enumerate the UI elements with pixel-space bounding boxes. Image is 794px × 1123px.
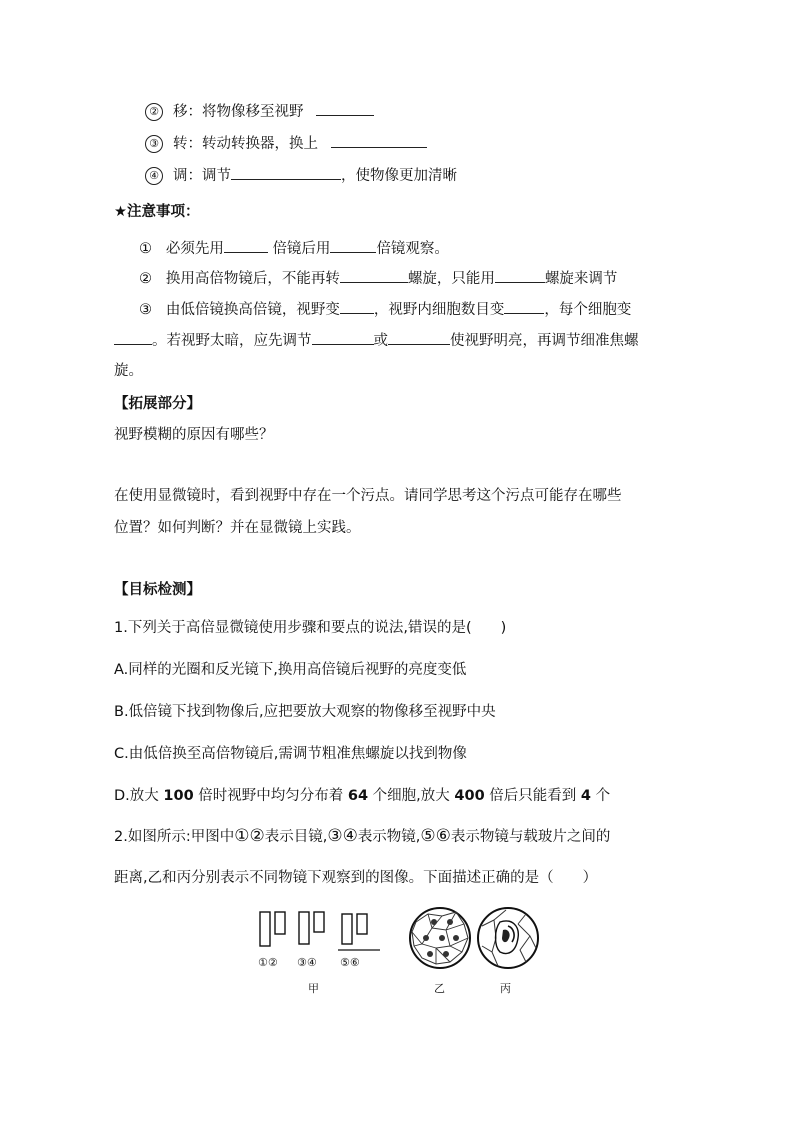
- q1-d-400: 400: [454, 788, 485, 804]
- ext-question-2-line1: 在使用显微镜时，看到视野中存在一个污点。请同学思考这个污点可能存在哪些: [114, 488, 622, 504]
- blank: [316, 101, 374, 116]
- step-3-text: 转：转动转换器，换上: [173, 136, 318, 152]
- note-2: [139, 268, 617, 289]
- label-56: ⑤⑥: [340, 956, 360, 969]
- q1-d-d: 倍后只能看到: [484, 788, 581, 804]
- note-2-c: 螺旋来调节: [544, 271, 618, 287]
- note-3b-b: 或: [373, 333, 388, 349]
- label-yi: 乙: [434, 982, 445, 995]
- note-1-a: 必须先用: [165, 241, 224, 257]
- note-3-end: 旋。: [114, 363, 143, 379]
- label-34: ③④: [297, 956, 317, 969]
- note-3-number: ③: [139, 302, 152, 318]
- test-heading: 【目标检测】: [114, 582, 201, 598]
- q2-line1: [114, 826, 610, 847]
- eyepiece-2: [275, 912, 285, 934]
- q2-circled-12: ①②: [234, 826, 265, 846]
- blank: [331, 133, 427, 148]
- q1-d-a: D.放大: [114, 788, 164, 804]
- objective-4: [314, 912, 324, 932]
- q1-d-b: 倍时视野中均匀分布着: [193, 788, 348, 804]
- q1-d-4: 4: [580, 788, 591, 804]
- q2-line2: 距离,乙和丙分别表示不同物镜下观察到的图像。下面描述正确的是（ ）: [114, 870, 598, 886]
- q1-option-c: C.由低倍换至高倍物镜后,需调节粗准焦螺旋以找到物像: [114, 746, 467, 762]
- q2-l1-d: 表示物镜与载玻片之间的: [450, 829, 611, 845]
- step-4: [145, 165, 457, 186]
- label-bing: 丙: [500, 982, 511, 995]
- objective-3: [299, 912, 309, 944]
- note-2-a: 换用高倍物镜后，不能再转: [165, 271, 340, 287]
- ext-question-1: 视野模糊的原因有哪些？: [114, 427, 274, 443]
- step-4-text-b: ，使物像更加清晰: [341, 168, 457, 184]
- q2-circled-34: ③④: [327, 826, 358, 846]
- objective-6: [357, 914, 367, 934]
- ext-question-2-line2: 位置？如何判断？并在显微镜上实践。: [114, 520, 361, 536]
- note-3b-c: 使视野明亮，再调节细准焦螺: [450, 333, 639, 349]
- blank: [231, 165, 341, 180]
- step-4-number: ④: [145, 167, 163, 185]
- note-1-number: ①: [139, 241, 152, 257]
- q1-option-d: [114, 786, 610, 806]
- microscope-figure: [250, 900, 540, 1000]
- ext-heading: 【拓展部分】: [114, 396, 201, 412]
- figure-drawing: [250, 900, 540, 1000]
- step-3-number: ③: [145, 135, 163, 153]
- q2-circled-56: ⑤⑥: [420, 826, 451, 846]
- note-3-b: ，视野内细胞数目变: [373, 302, 505, 318]
- q1-d-64: 64: [347, 788, 369, 804]
- view-bing: [478, 908, 538, 968]
- step-2: [145, 101, 374, 122]
- q1-stem: 1.下列关于高倍显微镜使用步骤和要点的说法,错误的是( ): [114, 620, 507, 636]
- step-2-text: 移：将物像移至视野: [173, 104, 304, 120]
- q1-d-c: 个细胞,放大: [368, 788, 455, 804]
- note-3-c: ，每个细胞变: [544, 302, 632, 318]
- note-2-number: ②: [139, 271, 152, 287]
- q2-l1-b: 表示目镜,: [264, 829, 328, 845]
- q1-d-100: 100: [163, 788, 194, 804]
- step-3: [145, 133, 427, 154]
- q2-l1-a: 2.如图所示:甲图中: [114, 829, 235, 845]
- label-jia: 甲: [308, 982, 319, 995]
- q1-option-b: B.低倍镜下找到物像后,应把要放大观察的物像移至视野中央: [114, 704, 496, 720]
- step-2-number: ②: [145, 103, 163, 121]
- blank: [388, 330, 450, 345]
- blank: [495, 268, 545, 283]
- blank: [340, 268, 408, 283]
- blank: [224, 238, 268, 253]
- note-3-a: 由低倍镜换高倍镜，视野变: [165, 302, 340, 318]
- step-4-text-a: 调：调节: [173, 168, 231, 184]
- label-12: ①②: [258, 956, 278, 969]
- q2-l1-c: 表示物镜,: [357, 829, 421, 845]
- note-2-b: 螺旋，只能用: [407, 271, 495, 287]
- note-1: [139, 238, 449, 259]
- view-yi: [410, 908, 470, 968]
- note-1-b: 倍镜后用: [272, 241, 331, 257]
- blank: [340, 299, 374, 314]
- blank: [114, 330, 152, 345]
- q1-option-a: A.同样的光圈和反光镜下,换用高倍镜后视野的亮度变低: [114, 662, 467, 678]
- eyepiece-1: [260, 912, 270, 946]
- q1-d-e: 个: [591, 788, 611, 804]
- blank: [312, 330, 374, 345]
- notes-heading: ★注意事项：: [114, 204, 200, 220]
- blank: [504, 299, 544, 314]
- note-3b-a: 。若视野太暗，应先调节: [152, 333, 312, 349]
- blank: [330, 238, 376, 253]
- note-3: [139, 299, 631, 320]
- objective-5: [342, 914, 352, 944]
- note-1-c: 倍镜观察。: [376, 241, 449, 257]
- note-3-cont: [114, 330, 639, 351]
